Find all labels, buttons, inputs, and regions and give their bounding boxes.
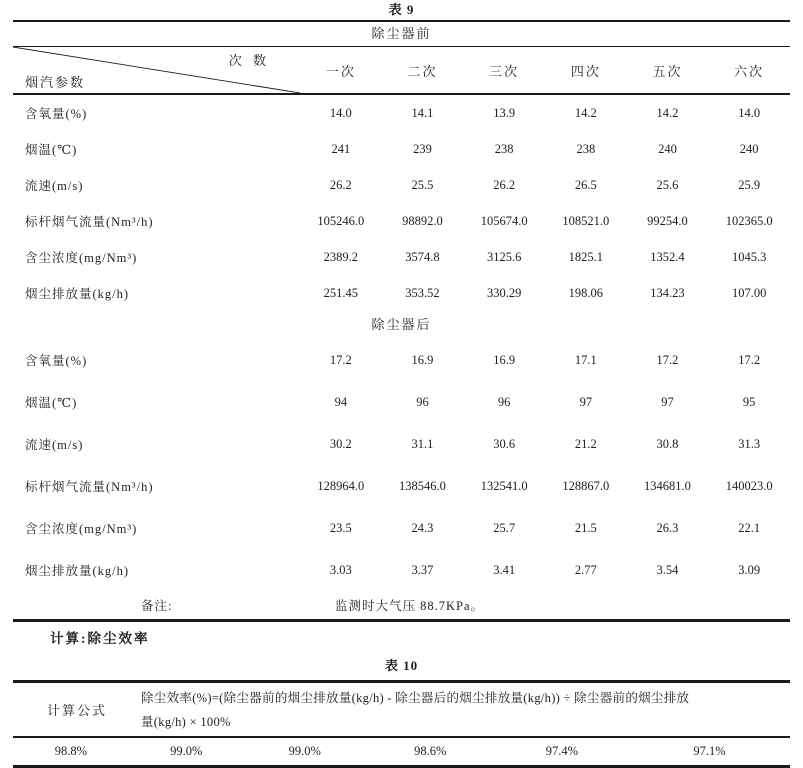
- table-row: [13, 381, 790, 423]
- value-cell: 16.9: [493, 352, 516, 367]
- value-cell: 3125.6: [486, 249, 522, 264]
- value-cell: 21.2: [574, 436, 597, 451]
- value-cell: 128867.0: [562, 478, 610, 493]
- value-cell: 30.2: [329, 436, 352, 451]
- row-label: 标杆烟气流量(Nm³/h): [25, 215, 154, 229]
- value-cell: 23.5: [329, 520, 352, 535]
- result-cell: 98.8%: [54, 744, 88, 758]
- result-cell: 97.1%: [693, 744, 726, 758]
- column-header: 一次: [325, 63, 356, 79]
- value-cell: 26.2: [493, 177, 516, 192]
- value-cell: 2.77: [574, 562, 597, 577]
- formula-line-1: 除尘效率(%)=(除尘器前的烟尘排放量(kg/h) - 除尘器后的烟尘排放量(kg/h)) ÷ 除尘器前的烟尘排放: [141, 690, 690, 705]
- row-label: 含尘浓度(mg/Nm³): [25, 251, 138, 265]
- value-cell: 108521.0: [562, 213, 610, 228]
- corner-label-times: 次 数: [228, 53, 270, 68]
- column-header: 三次: [489, 63, 520, 79]
- column-header: 五次: [652, 63, 683, 79]
- formula-label: 计算公式: [46, 703, 107, 718]
- value-cell: 107.00: [731, 285, 767, 300]
- note-text: 监测时大气压 88.7KPa。: [335, 599, 485, 613]
- formula-row: [13, 683, 790, 736]
- value-cell: 3.03: [329, 562, 352, 577]
- value-cell: 14.1: [411, 105, 434, 120]
- table-row: [13, 339, 790, 381]
- table-row: [13, 507, 790, 549]
- table-row: [13, 239, 790, 275]
- value-cell: 24.3: [411, 520, 434, 535]
- value-cell: 132541.0: [480, 478, 528, 493]
- value-cell: 97: [579, 394, 593, 409]
- value-cell: 17.2: [329, 352, 352, 367]
- row-label: 烟温(℃): [25, 396, 78, 410]
- value-cell: 31.1: [411, 436, 434, 451]
- results-row: [13, 738, 790, 765]
- value-cell: 21.5: [574, 520, 597, 535]
- value-cell: 140023.0: [725, 478, 773, 493]
- value-cell: 25.6: [656, 177, 679, 192]
- row-label: 烟尘排放量(kg/h): [25, 564, 130, 578]
- value-cell: 26.5: [574, 177, 597, 192]
- value-cell: 2389.2: [323, 249, 359, 264]
- value-cell: 13.9: [493, 105, 516, 120]
- value-cell: 14.0: [738, 105, 761, 120]
- table-row: [13, 549, 790, 591]
- corner-label-parameters: 烟汽参数: [25, 75, 86, 90]
- value-cell: 98892.0: [402, 213, 443, 228]
- result-cell: 97.4%: [545, 744, 579, 758]
- result-cell: 98.6%: [414, 744, 447, 758]
- section-header-after: 除尘器后: [371, 317, 432, 332]
- column-header: 四次: [570, 63, 601, 79]
- row-label: 流速(m/s): [25, 438, 84, 452]
- value-cell: 94: [334, 394, 348, 409]
- table-row: [13, 465, 790, 507]
- value-cell: 14.2: [574, 105, 597, 120]
- value-cell: 241: [331, 141, 351, 156]
- value-cell: 3.37: [411, 562, 434, 577]
- value-cell: 3.54: [656, 562, 679, 577]
- value-cell: 198.06: [568, 285, 603, 300]
- value-cell: 25.7: [493, 520, 516, 535]
- row-label: 含氧量(%): [25, 354, 88, 368]
- value-cell: 3.41: [493, 562, 516, 577]
- table-row: [13, 95, 790, 131]
- value-cell: 99254.0: [647, 213, 688, 228]
- table-row: [13, 203, 790, 239]
- value-cell: 238: [576, 141, 596, 156]
- value-cell: 105674.0: [480, 213, 528, 228]
- value-cell: 330.29: [486, 285, 522, 300]
- value-cell: 31.3: [738, 436, 761, 451]
- row-label: 流速(m/s): [25, 179, 84, 193]
- value-cell: 25.5: [411, 177, 434, 192]
- value-cell: 251.45: [323, 285, 359, 300]
- value-cell: 17.2: [738, 352, 761, 367]
- value-cell: 102365.0: [725, 213, 773, 228]
- column-header: 二次: [407, 63, 438, 79]
- value-cell: 138546.0: [399, 478, 446, 493]
- note-label: 备注:: [141, 599, 173, 613]
- note-row: [13, 591, 790, 619]
- value-cell: 16.9: [411, 352, 434, 367]
- value-cell: 240: [658, 141, 677, 156]
- formula-text: [141, 686, 790, 734]
- value-cell: 14.0: [329, 105, 352, 120]
- value-cell: 105246.0: [317, 213, 365, 228]
- formula-line-2: 量(kg/h) × 100%: [141, 714, 231, 729]
- value-cell: 1352.4: [650, 249, 685, 264]
- table-row: [13, 167, 790, 203]
- value-cell: 239: [413, 141, 432, 156]
- value-cell: 1045.3: [731, 249, 767, 264]
- table-row: [13, 423, 790, 465]
- value-cell: 3.09: [738, 562, 761, 577]
- value-cell: 26.2: [329, 177, 352, 192]
- table9: [13, 20, 790, 622]
- value-cell: 97: [661, 394, 674, 409]
- value-cell: 26.3: [656, 520, 679, 535]
- row-label: 标杆烟气流量(Nm³/h): [25, 480, 154, 494]
- section-header-before: 除尘器前: [371, 26, 432, 41]
- value-cell: 22.1: [738, 520, 761, 535]
- value-cell: 17.1: [574, 352, 597, 367]
- value-cell: 353.52: [405, 285, 440, 300]
- value-cell: 238: [494, 141, 514, 156]
- value-cell: 30.6: [493, 436, 516, 451]
- value-cell: 25.9: [738, 177, 761, 192]
- row-label: 烟温(℃): [25, 143, 78, 157]
- calc-heading: 计算:除尘效率: [50, 631, 150, 646]
- value-cell: 14.2: [656, 105, 679, 120]
- value-cell: 30.8: [656, 436, 679, 451]
- value-cell: 134.23: [650, 285, 685, 300]
- table-row: [13, 131, 790, 167]
- table10: [13, 680, 790, 768]
- value-cell: 96: [416, 394, 429, 409]
- value-cell: 17.2: [656, 352, 679, 367]
- table10-title: 表 10: [384, 658, 419, 673]
- column-header: 六次: [734, 63, 765, 79]
- row-label: 含氧量(%): [25, 107, 88, 121]
- table9-header-row: [13, 47, 790, 93]
- row-label: 含尘浓度(mg/Nm³): [25, 522, 138, 536]
- value-cell: 240: [739, 141, 759, 156]
- table9-title: 表 9: [388, 2, 415, 17]
- result-cell: 99.0%: [288, 744, 321, 758]
- corner-cell: [13, 47, 300, 93]
- value-cell: 134681.0: [644, 478, 691, 493]
- row-label: 烟尘排放量(kg/h): [25, 287, 130, 301]
- value-cell: 3574.8: [405, 249, 440, 264]
- value-cell: 128964.0: [317, 478, 365, 493]
- value-cell: 95: [742, 394, 756, 409]
- value-cell: 1825.1: [568, 249, 603, 264]
- result-cell: 99.0%: [170, 744, 203, 758]
- value-cell: 96: [497, 394, 511, 409]
- table-row: [13, 275, 790, 311]
